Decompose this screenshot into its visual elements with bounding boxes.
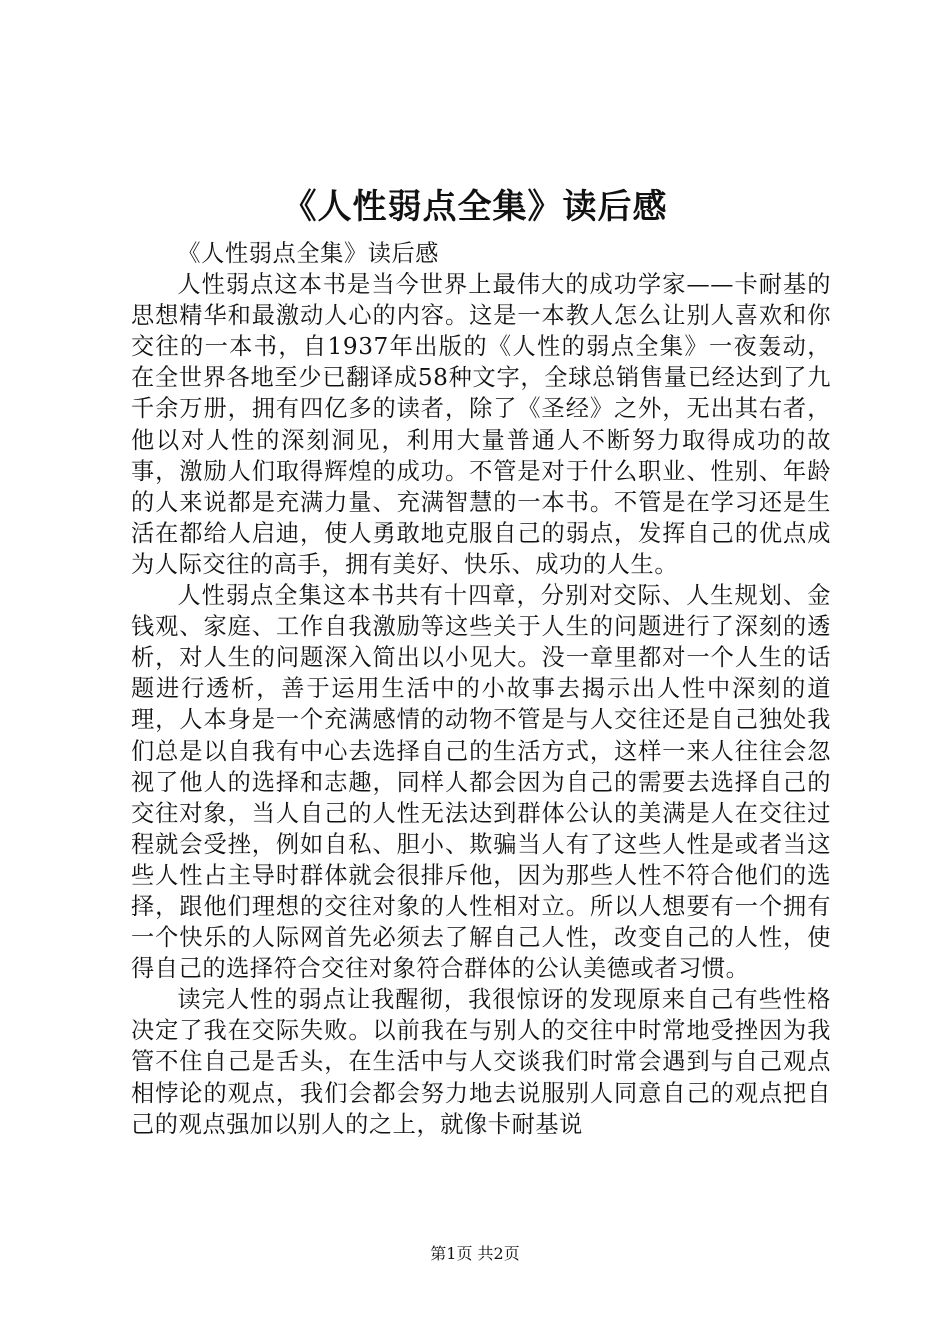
document-title: 《人性弱点全集》读后感 (282, 187, 668, 227)
paragraph: 人性弱点这本书是当今世界上最伟大的成功学家——卡耐基的思想精华和最激动人心的内容。这是一本教人怎么让别人喜欢和你交往的一本书，自1937年出版的《人性的弱点全集》一夜轰动，在全世界各地至少已翻译成58种文字，全球总销售量已经达到了九千余万册，拥有四亿多的读者，除了《圣经》之外，无出其右者，他以对人性的深刻洞见，利用大量普通人不断努力取得成功的故事，激励人们取得辉煌的成功。不管是对于什么职业、性别、年龄的人来说都是充满力量、充满智慧的一本书。不管是在学习还是生活在都给人启迪，使人勇敢地克服自己的弱点，发挥自己的优点成为人际交往的高手，拥有美好、快乐、成功的人生。 (131, 271, 831, 578)
paragraph: 人性弱点全集这本书共有十四章，分别对交际、人生规划、金钱观、家庭、工作自我激励等这些关于人生的问题进行了深刻的透析，对人生的问题深入简出以小见大。没一章里都对一个人生的话题进行透析，善于运用生活中的小故事去揭示出人性中深刻的道理，人本身是一个充满感情的动物不管是与人交往还是自己独处我们总是以自我有中心去选择自己的生活方式，这样一来人往往会忽视了他人的选择和志趣，同样人都会因为自己的需要去选择自己的交往对象，当人自己的人性无法达到群体公认的美满是人在交往过程就会受挫，例如自私、胆小、欺骗当人有了这些人性是或者当这些人性占主导时群体就会很排斥他，因为那些人性不符合他们的选择，跟他们理想的交往对象的人性相对立。所以人想要有一个拥有一个快乐的人际网首先必须去了解自己人性，改变自己的人性，使得自己的选择符合交往对象符合群体的公认美德或者习惯。 (131, 582, 831, 983)
paragraph-subtitle: 《人性弱点全集》读后感 (177, 240, 440, 267)
page-number-footer: 第1页 共2页 (430, 1244, 520, 1263)
paragraph: 读完人性的弱点让我醒彻，我很惊讶的发现原来自己有些性格决定了我在交际失败。以前我在与别人的交往中时常地受挫因为我管不住自己是舌头，在生活中与人交谈我们时常会遇到与自己观点相悖论的观点，我们会都会努力地去说服别人同意自己的观点把自己的观点强加以别人的之上，就像卡耐基说 (131, 986, 831, 1138)
document-body (131, 238, 831, 1140)
